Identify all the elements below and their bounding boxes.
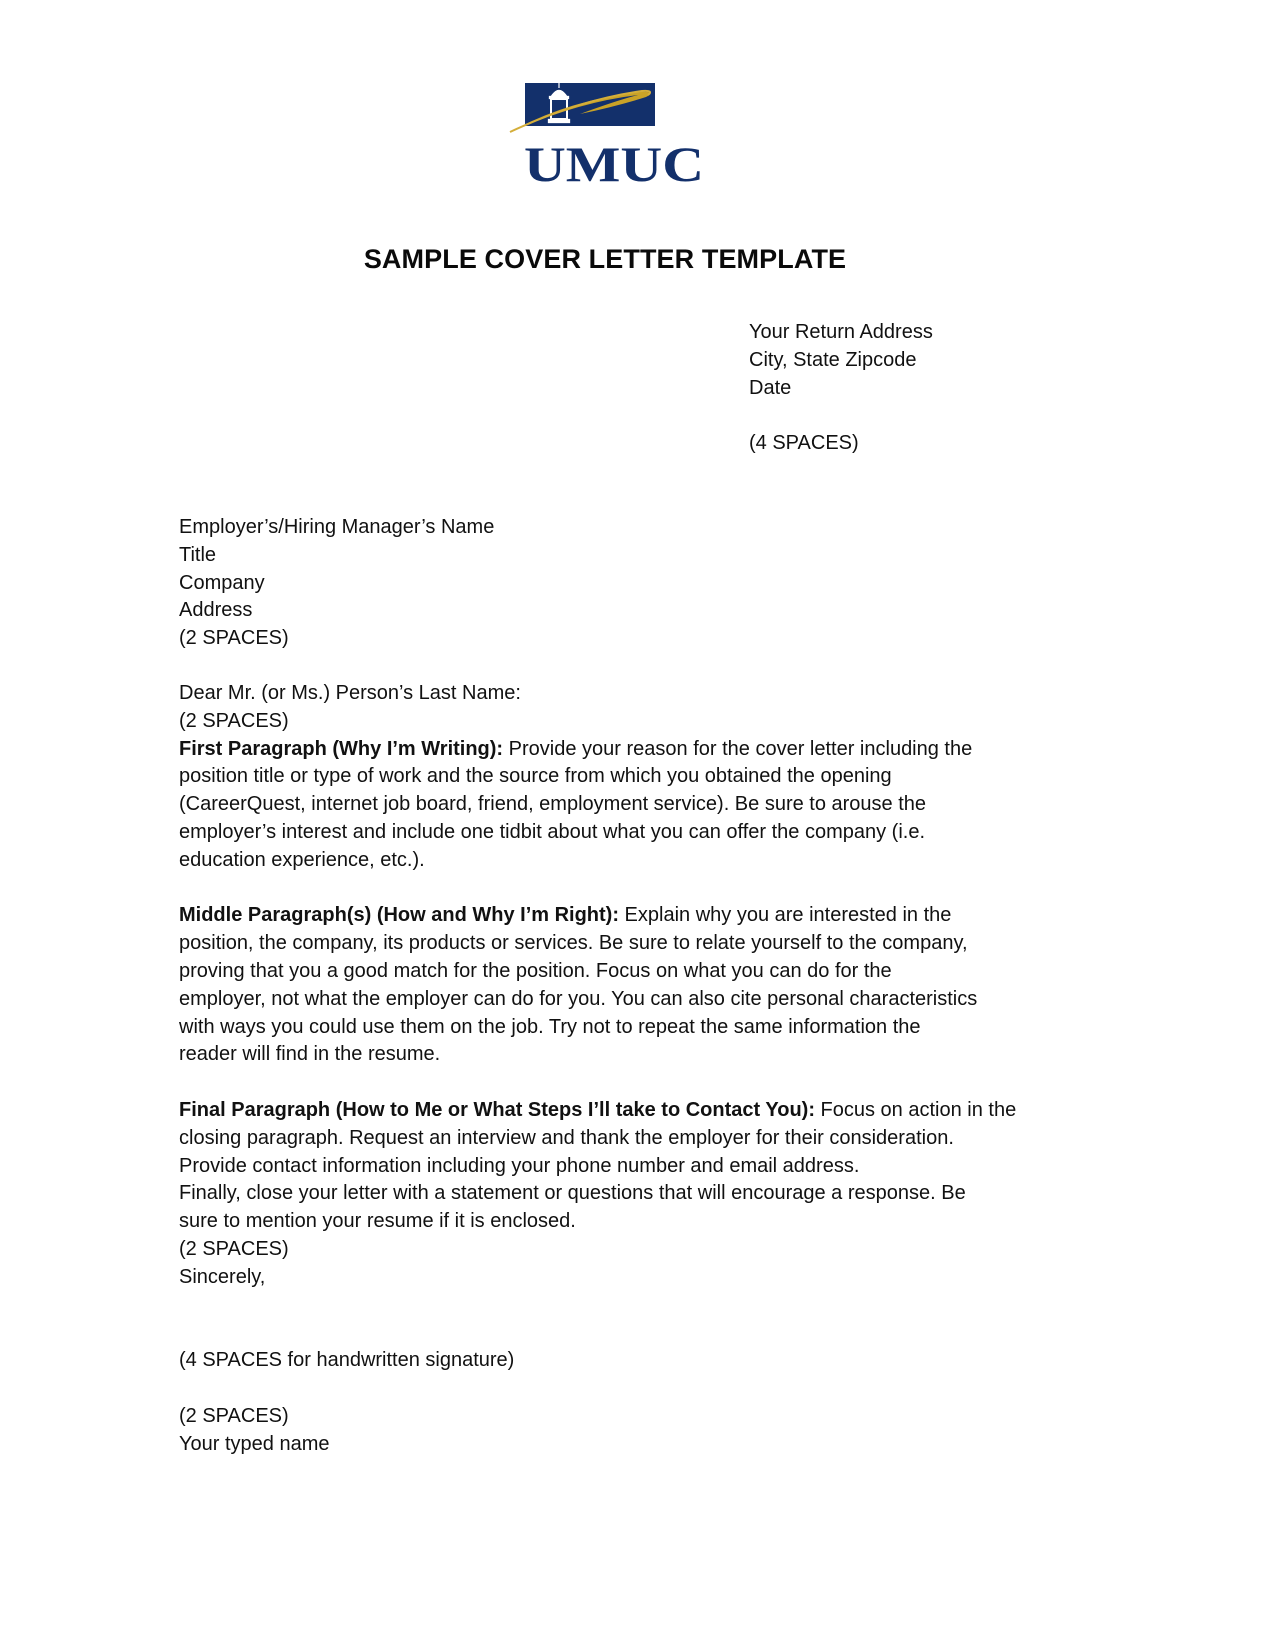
spacing-note: (2 SPACES) bbox=[179, 709, 289, 732]
employer-company-line: Company bbox=[179, 571, 265, 594]
spacing-note: (2 SPACES) bbox=[179, 1404, 289, 1427]
signature-note: (4 SPACES for handwritten signature) bbox=[179, 1349, 515, 1372]
paragraph-text: closing paragraph. Request an interview and thank the employer for their consideration. bbox=[179, 1126, 954, 1149]
paragraph-text: with ways you could use them on the job. Try not to repeat the same information the bbox=[179, 1015, 921, 1038]
final-paragraph bbox=[179, 1097, 1039, 1236]
employer-title-line: Title bbox=[179, 543, 217, 566]
paragraph-text: Finally, close your letter with a statement or questions that will encourage a response. Be bbox=[179, 1182, 966, 1205]
return-address-block bbox=[749, 319, 933, 458]
paragraph-text: Provide your reason for the cover letter including the bbox=[503, 737, 973, 760]
paragraph-text: reader will find in the resume. bbox=[179, 1043, 441, 1066]
paragraph-heading: First Paragraph (Why I’m Writing): bbox=[179, 737, 504, 760]
paragraph-text: employer’s interest and include one tidbit about what you can offer the company (i.e. bbox=[179, 820, 926, 843]
paragraph-text: Provide contact information including your phone number and email address. bbox=[179, 1154, 860, 1177]
first-paragraph bbox=[179, 736, 1039, 875]
paragraph-text: education experience, etc.). bbox=[179, 848, 425, 871]
paragraph-heading: Final Paragraph (How to Me or What Steps I’ll take to Contact You): bbox=[179, 1098, 815, 1121]
paragraph-text: sure to mention your resume if it is enclosed. bbox=[179, 1210, 576, 1233]
paragraph-text: Focus on action in the bbox=[814, 1098, 1017, 1121]
middle-paragraph bbox=[179, 902, 1039, 1069]
paragraph-text: (CareerQuest, internet job board, friend, employment service). Be sure to arouse the bbox=[179, 793, 927, 816]
spacing-note: (2 SPACES) bbox=[179, 1237, 289, 1260]
paragraph-text: employer, not what the employer can do for you. You can also cite personal characteristics bbox=[179, 987, 978, 1010]
employer-address-line: Address bbox=[179, 599, 253, 622]
return-address-line: Your Return Address bbox=[749, 321, 933, 343]
paragraph-text: position title or type of work and the source from which you obtained the opening bbox=[179, 765, 892, 788]
employer-address-block bbox=[179, 514, 494, 653]
spacing-note: (4 SPACES) bbox=[749, 432, 859, 455]
city-state-zip-line: City, State Zipcode bbox=[749, 348, 917, 371]
salutation: Dear Mr. (or Ms.) Person’s Last Name: bbox=[179, 682, 521, 704]
letter-body bbox=[179, 680, 1039, 1458]
employer-name-line: Employer’s/Hiring Manager’s Name bbox=[179, 516, 495, 538]
spacing-note: (2 SPACES) bbox=[179, 627, 289, 650]
paragraph-text: position, the company, its products or services. Be sure to relate yourself to the company, bbox=[179, 932, 968, 955]
page-title: SAMPLE COVER LETTER TEMPLATE bbox=[363, 244, 847, 274]
paragraph-text: Explain why you are interested in the bbox=[619, 904, 952, 927]
paragraph-text: proving that you a good match for the position. Focus on what you can do for the bbox=[179, 959, 892, 982]
typed-name: Your typed name bbox=[179, 1432, 330, 1455]
closing-text: Sincerely, bbox=[179, 1265, 266, 1288]
date-line: Date bbox=[749, 376, 792, 399]
paragraph-heading: Middle Paragraph(s) (How and Why I’m Right): bbox=[179, 904, 619, 927]
umuc-wordmark: UMUC bbox=[524, 136, 704, 190]
umuc-logo bbox=[508, 70, 708, 190]
